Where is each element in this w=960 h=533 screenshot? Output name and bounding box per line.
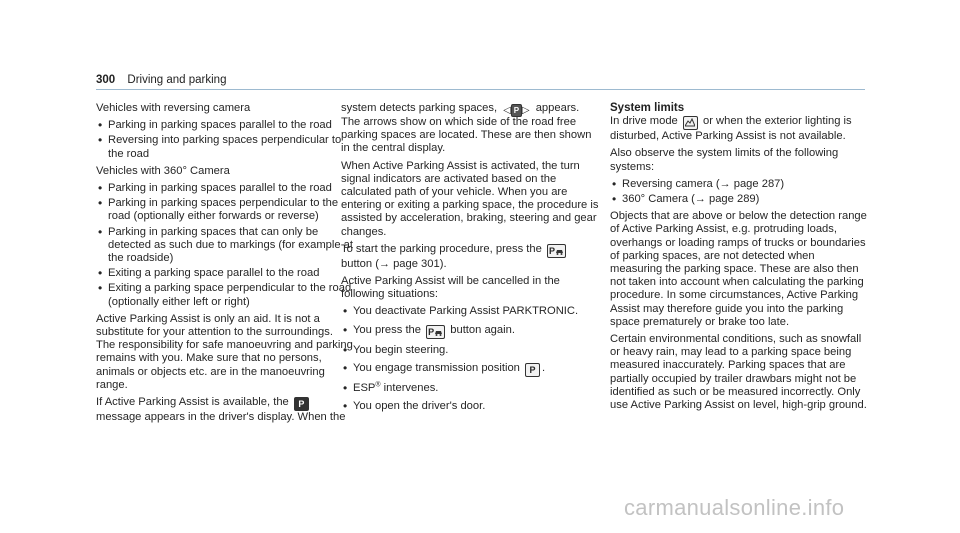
list-item: • You deactivate Parking Assist PARKTRONIC.: [341, 305, 599, 318]
list-item: • Exiting a parking space parallel to the road: [96, 267, 354, 280]
text-run: Reversing camera (: [622, 177, 720, 190]
list-item: • Parking in parking spaces perpendicular to the road (optionally either forwards or reverse): [96, 197, 354, 223]
paragraph: Vehicles with reversing camera: [96, 102, 251, 114]
list-item: [610, 193, 868, 206]
registered-mark: ®: [375, 381, 381, 389]
paragraph: Also observe the system limits of the following systems:: [610, 147, 839, 173]
list-item: • You begin steering.: [341, 344, 599, 357]
parking-assist-button-icon: P: [547, 244, 566, 258]
page-number: 300: [96, 74, 116, 86]
list-item: • You open the driver's door.: [341, 400, 599, 413]
paragraph: [341, 102, 599, 156]
list-item: • Parking in parking spaces that can only be detected as such due to markings (for example at the roadside): [96, 226, 354, 266]
list-item: [610, 178, 868, 191]
section-heading: System limits: [610, 102, 685, 114]
list-item: [341, 362, 599, 377]
header-divider: [96, 89, 865, 90]
transmission-p-icon: P: [525, 363, 540, 377]
text-run: .: [542, 361, 546, 374]
paragraph: Objects that are above or below the detection range of Active Parking Assist, e.g. protruding loads, overhangs or loading ramps of trucks or boundaries of parking spaces, are not detected when measuring the parking space. These are also then not taken into account when calculating the parking procedure. In some circumstances, Active Parking Assist may therefore guide you into the parking space prematurely or brake too late.: [610, 210, 867, 328]
parking-p-icon: P: [294, 397, 309, 411]
parking-arrows-icon: ◁ P ▷: [503, 105, 530, 116]
list-item: • Parking in parking spaces parallel to the road: [96, 119, 354, 132]
text-run: or when the exterior lighting is disturbed, Active Parking Assist is not available.: [610, 115, 852, 143]
column-right: [610, 102, 868, 416]
section-title: Driving and parking: [127, 74, 227, 86]
text-run: page 289): [708, 193, 760, 206]
text-run: You engage transmission position: [353, 361, 520, 374]
list-item: [341, 324, 599, 339]
parking-p-icon: P: [511, 104, 522, 117]
text-run: page 287): [733, 177, 785, 190]
text-run: appears. The arrows show on which side of the road free parking spaces are located. These are then shown in the central display.: [341, 102, 592, 155]
list-item: • Parking in parking spaces parallel to the road: [96, 182, 354, 195]
cross-reference-arrow-icon: →: [694, 193, 706, 206]
paragraph: Active Parking Assist is only an aid. It is not a substitute for your attention to the surroundings. The responsibility for safe manoeuvring and parking remains with you. Make sure that no persons, animals or objects etc. are in the manoeuvring range.: [96, 312, 353, 391]
bullet-list: [96, 182, 354, 309]
text-run: If Active Parking Assist is available, the: [96, 396, 289, 409]
cross-reference-arrow-icon: →: [719, 177, 731, 190]
text-run: system detects parking spaces,: [341, 102, 498, 114]
list-item: [341, 382, 599, 395]
text-run: intervenes.: [383, 381, 439, 394]
column-left: [96, 102, 354, 428]
parking-assist-button-icon: P: [426, 325, 445, 339]
text-run: button (: [341, 257, 379, 270]
paragraph: [96, 396, 354, 424]
bullet-list: [96, 119, 354, 161]
column-middle: [341, 102, 599, 418]
text-run: 360° Camera (: [622, 193, 695, 206]
text-run: button again.: [450, 323, 515, 336]
bullet-list: [610, 178, 868, 206]
text-run: To start the parking procedure, press the: [341, 242, 542, 255]
watermark: carmanualsonline.info: [624, 495, 845, 520]
bullet-list: [341, 305, 599, 413]
text-run: ESP: [353, 381, 376, 394]
list-item: • Reversing into parking spaces perpendicular to the road: [96, 134, 354, 160]
text-run: message appears in the driver's display. When the: [96, 411, 346, 424]
text-run: You press the: [353, 323, 422, 336]
paragraph: Vehicles with 360° Camera: [96, 164, 230, 177]
offroad-mode-icon: [683, 116, 698, 130]
cross-reference-arrow-icon: →: [378, 257, 390, 270]
paragraph: Certain environmental conditions, such as snowfall or heavy rain, may lead to a parking space being measured inaccurately. Parking spaces that are partially occupied by trailer drawbars might not be identified as such or be measured incorrectly. Only use Active Parking Assist on level, high-grip ground.: [610, 333, 867, 412]
paragraph: Active Parking Assist will be cancelled in the following situations:: [341, 275, 560, 301]
paragraph: [341, 243, 599, 271]
page-header: [96, 74, 226, 87]
paragraph: When Active Parking Assist is activated, the turn signal indicators are activated based on the calculated path of your vehicle. When you are entering or exiting a parking space, the procedure is assisted by acceleration, braking, steering and gear changes.: [341, 159, 599, 238]
list-item: • Exiting a parking space perpendicular to the road (optionally either left or right): [96, 282, 354, 308]
text-run: page 301).: [393, 257, 447, 270]
text-run: In drive mode: [610, 115, 678, 128]
paragraph: [610, 115, 868, 143]
